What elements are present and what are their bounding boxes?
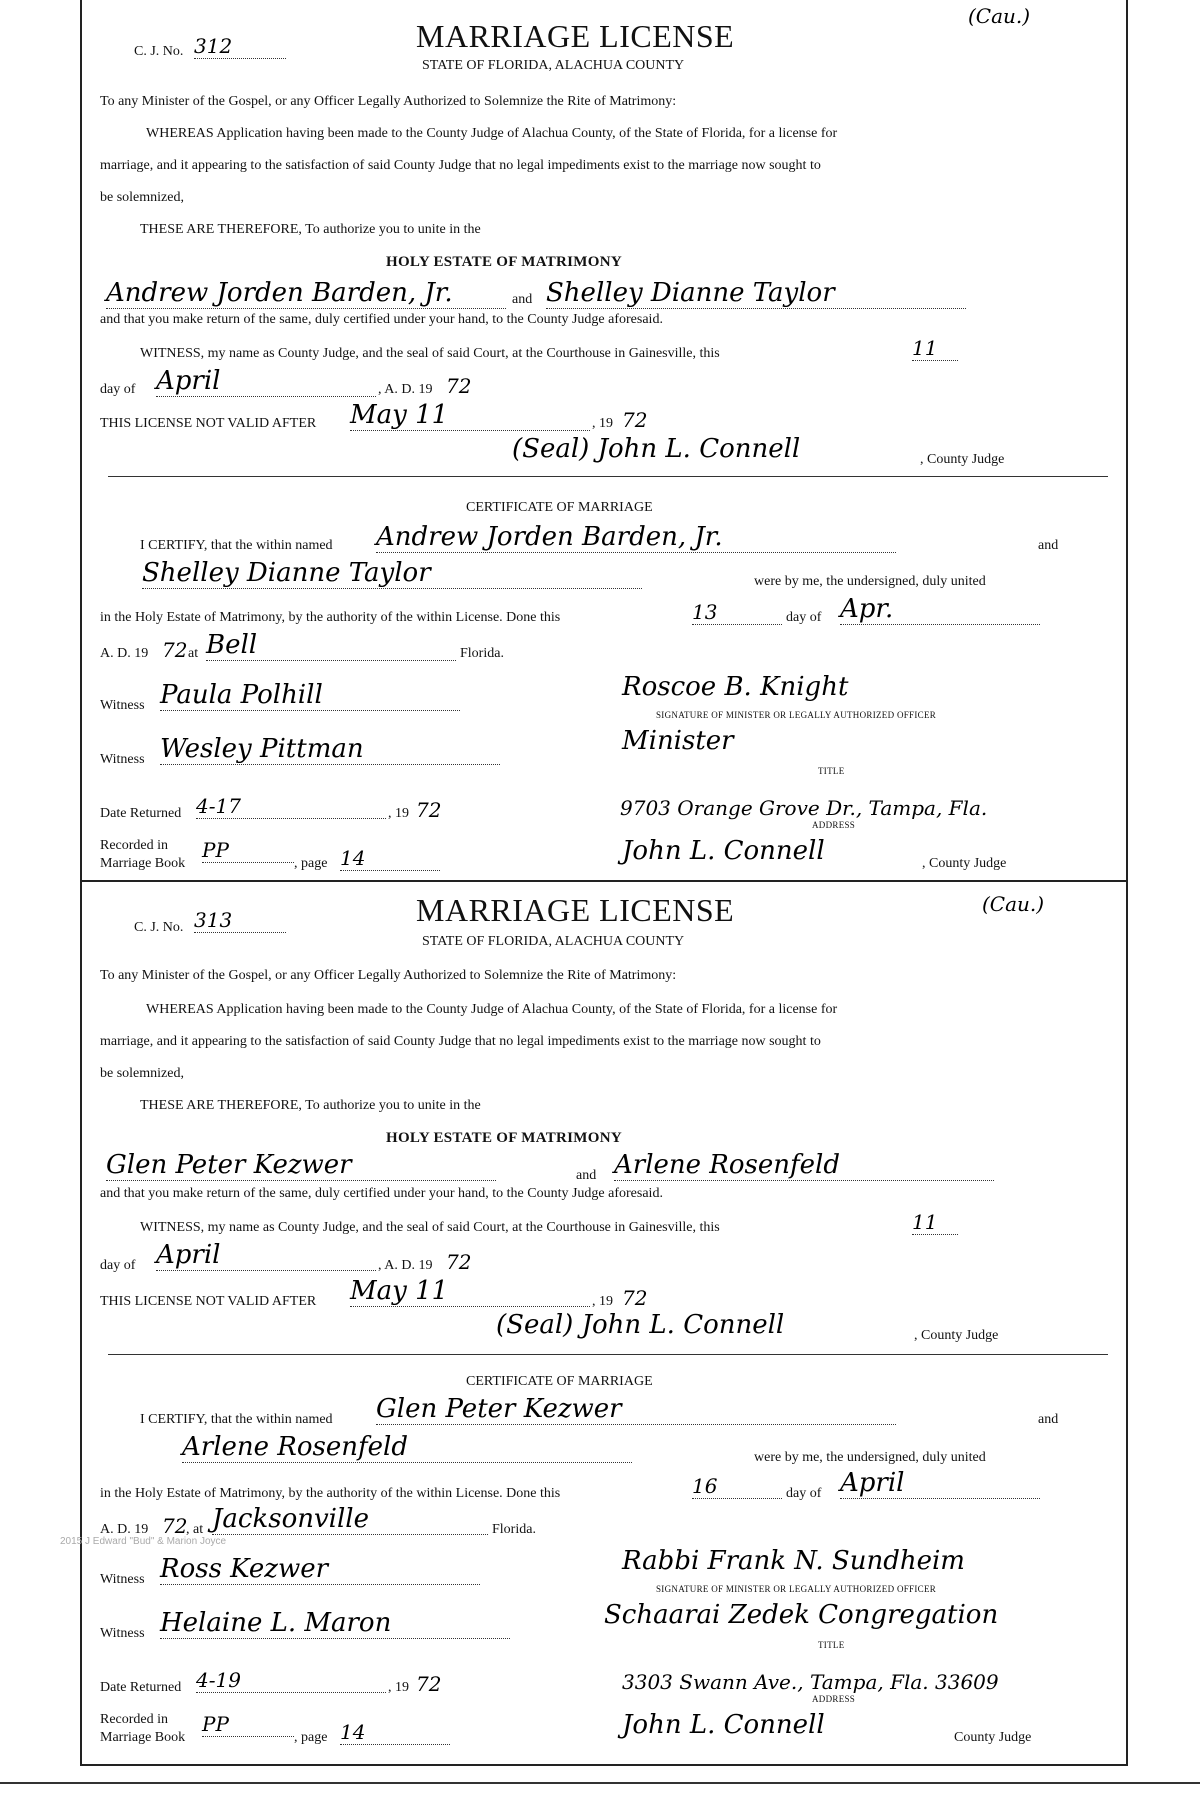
title-caption: TITLE	[818, 1640, 845, 1650]
signature-caption: SIGNATURE OF MINISTER OR LEGALLY AUTHORIZED OFFICER	[656, 1584, 937, 1594]
marriage-place: Jacksonville	[212, 1504, 488, 1535]
returned-year: 72	[416, 1672, 442, 1696]
document-page	[80, 0, 1128, 1766]
judge-signature-2: John L. Connell	[622, 836, 825, 866]
witness-line: WITNESS, my name as County Judge, and the seal of said Court, at the Courthouse in Gainesville, this	[140, 346, 720, 361]
expiry-year: 72	[622, 408, 648, 432]
address-line: To any Minister of the Gospel, or any Officer Legally Authorized to Solemnize the Rite of Matrimony:	[100, 968, 677, 983]
date-returned-label: Date Returned	[100, 1680, 182, 1695]
witness-2-label: Witness	[100, 752, 145, 767]
florida-label: Florida.	[460, 646, 504, 661]
ad-year: 72	[162, 638, 188, 662]
page-value: 14	[340, 846, 440, 871]
and-word: and	[512, 292, 533, 307]
date-returned-value: 4-19	[196, 1668, 386, 1693]
expiry-year-prefix: , 19	[592, 1294, 613, 1309]
expiry-year: 72	[622, 1286, 648, 1310]
ad-at-label: A. D. 19	[100, 646, 149, 661]
witness-line: WITNESS, my name as County Judge, and the seal of said Court, at the Courthouse in Gainesville, this	[140, 1220, 720, 1235]
officer-signature: Roscoe B. Knight	[622, 672, 849, 702]
date-returned-label: Date Returned	[100, 806, 182, 821]
and-word-2: and	[1038, 1412, 1059, 1427]
holy-estate-line: in the Holy Estate of Matrimony, by the authority of the within License. Done this	[100, 1486, 561, 1501]
ad-label: , A. D. 19	[378, 1258, 433, 1273]
groom-name: Andrew Jorden Barden, Jr.	[106, 278, 506, 309]
returned-year: 72	[416, 798, 442, 822]
cert-groom-name: Glen Peter Kezwer	[376, 1394, 896, 1425]
page-label: , page	[294, 1730, 328, 1745]
judge-signature-2: John L. Connell	[622, 1710, 825, 1740]
not-valid-label: THIS LICENSE NOT VALID AFTER	[100, 416, 317, 431]
cj-label: C. J. No.	[134, 920, 184, 935]
title-caption: TITLE	[818, 766, 845, 776]
officer-signature: Rabbi Frank N. Sundheim	[622, 1546, 965, 1576]
done-month: Apr.	[840, 594, 1040, 625]
expiry-date: May 11	[350, 400, 590, 431]
groom-name: Glen Peter Kezwer	[106, 1150, 496, 1181]
not-valid-label: THIS LICENSE NOT VALID AFTER	[100, 1294, 317, 1309]
witness-1-label: Witness	[100, 1572, 145, 1587]
witness-1-name: Ross Kezwer	[160, 1554, 480, 1585]
corner-note: (Cau.)	[968, 4, 1031, 28]
whereas-line-3: be solemnized,	[100, 1066, 184, 1081]
address-caption: ADDRESS	[812, 820, 856, 830]
and-word: and	[576, 1168, 597, 1183]
witness-2-label: Witness	[100, 1626, 145, 1641]
cj-number: 312	[194, 34, 286, 59]
day-of-label-2: day of	[786, 610, 822, 625]
judge-signature: (Seal) John L. Connell	[512, 434, 801, 464]
whereas-line-1: WHEREAS Application having been made to the County Judge of Alachua County, of the State of Florida, for a license for	[146, 1002, 838, 1017]
therefore-line: THESE ARE THEREFORE, To authorize you to unite in the	[140, 222, 481, 237]
ad-year: 72	[162, 1514, 188, 1538]
license-divider	[82, 880, 1126, 882]
were-united-line: were by me, the undersigned, duly united	[754, 574, 986, 589]
bride-name: Arlene Rosenfeld	[614, 1150, 994, 1181]
done-month: April	[840, 1468, 1040, 1499]
signature-caption: SIGNATURE OF MINISTER OR LEGALLY AUTHORIZED OFFICER	[656, 710, 937, 720]
certificate-title: CERTIFICATE OF MARRIAGE	[466, 500, 653, 515]
day-of-label: day of	[100, 1258, 136, 1273]
witness-day: 11	[912, 1210, 958, 1235]
whereas-line-3: be solemnized,	[100, 190, 184, 205]
were-united-line: were by me, the undersigned, duly united	[754, 1450, 986, 1465]
scan-bottom-edge	[0, 1782, 1200, 1784]
county-judge-label: , County Judge	[914, 1328, 999, 1343]
day-of-label-2: day of	[786, 1486, 822, 1501]
done-day: 16	[692, 1474, 782, 1499]
license-title: MARRIAGE LICENSE	[416, 892, 735, 928]
officer-address: 9703 Orange Grove Dr., Tampa, Fla.	[620, 796, 988, 820]
section-divider	[108, 476, 1108, 477]
witness-2-name: Helaine L. Maron	[160, 1608, 510, 1639]
section-divider	[108, 1354, 1108, 1355]
cert-bride-name: Arlene Rosenfeld	[182, 1432, 632, 1463]
whereas-line-2: marriage, and it appearing to the satisfaction of said County Judge that no legal impediments exist to the marriage now sought to	[100, 158, 821, 173]
expiry-year-prefix: , 19	[592, 416, 613, 431]
officer-address: 3303 Swann Ave., Tampa, Fla. 33609	[622, 1670, 999, 1694]
holy-estate-line: in the Holy Estate of Matrimony, by the authority of the within License. Done this	[100, 610, 561, 625]
witness-1-name: Paula Polhill	[160, 680, 460, 711]
recorded-in-label: Recorded in	[100, 838, 169, 853]
license-title: MARRIAGE LICENSE	[416, 18, 735, 54]
marriage-book-label: Marriage Book	[100, 1730, 186, 1745]
therefore-line: THESE ARE THEREFORE, To authorize you to unite in the	[140, 1098, 481, 1113]
witness-day: 11	[912, 336, 958, 361]
returned-year-prefix: , 19	[388, 1680, 409, 1695]
license-subtitle: STATE OF FLORIDA, ALACHUA COUNTY	[422, 934, 685, 949]
and-word-2: and	[1038, 538, 1059, 553]
cert-bride-name: Shelley Dianne Taylor	[142, 558, 642, 589]
corner-note: (Cau.)	[982, 892, 1045, 916]
page-label: , page	[294, 856, 328, 871]
license-month: April	[156, 1240, 376, 1271]
done-day: 13	[692, 600, 782, 625]
cj-label: C. J. No.	[134, 44, 184, 59]
copyright-watermark: 2015 J Edward "Bud" & Marion Joyce	[60, 1536, 227, 1547]
address-caption: ADDRESS	[812, 1694, 856, 1704]
date-returned-value: 4-17	[196, 794, 386, 819]
ad-at-label: A. D. 19	[100, 1522, 149, 1537]
officer-title: Minister	[622, 726, 734, 756]
county-judge-label-2: County Judge	[954, 1730, 1032, 1745]
certify-line: I CERTIFY, that the within named	[140, 1412, 333, 1427]
cj-number: 313	[194, 908, 286, 933]
certify-line: I CERTIFY, that the within named	[140, 538, 333, 553]
witness-1-label: Witness	[100, 698, 145, 713]
returned-year-prefix: , 19	[388, 806, 409, 821]
ad-label: , A. D. 19	[378, 382, 433, 397]
officer-title: Schaarai Zedek Congregation	[604, 1600, 999, 1630]
holy-estate-heading: HOLY ESTATE OF MATRIMONY	[386, 254, 622, 270]
marriage-book-value: PP	[202, 1712, 294, 1737]
witness-2-name: Wesley Pittman	[160, 734, 500, 765]
cert-groom-name: Andrew Jorden Barden, Jr.	[376, 522, 896, 553]
license-year: 72	[446, 374, 472, 398]
county-judge-label: , County Judge	[920, 452, 1005, 467]
judge-signature: (Seal) John L. Connell	[496, 1310, 785, 1340]
bride-name: Shelley Dianne Taylor	[546, 278, 966, 309]
day-of-label: day of	[100, 382, 136, 397]
holy-estate-heading: HOLY ESTATE OF MATRIMONY	[386, 1130, 622, 1146]
license-month: April	[156, 366, 376, 397]
at-word: at	[188, 646, 199, 661]
page-value: 14	[340, 1720, 450, 1745]
marriage-book-value: PP	[202, 838, 294, 863]
at-word: , at	[186, 1522, 204, 1537]
whereas-line-1: WHEREAS Application having been made to the County Judge of Alachua County, of the State of Florida, for a license for	[146, 126, 838, 141]
marriage-book-label: Marriage Book	[100, 856, 186, 871]
florida-label: Florida.	[492, 1522, 536, 1537]
address-line: To any Minister of the Gospel, or any Officer Legally Authorized to Solemnize the Rite of Matrimony:	[100, 94, 677, 109]
return-line: and that you make return of the same, duly certified under your hand, to the County Judge aforesaid.	[100, 1186, 663, 1201]
county-judge-label-2: , County Judge	[922, 856, 1007, 871]
return-line: and that you make return of the same, duly certified under your hand, to the County Judge aforesaid.	[100, 312, 663, 327]
license-year: 72	[446, 1250, 472, 1274]
certificate-title: CERTIFICATE OF MARRIAGE	[466, 1374, 653, 1389]
marriage-place: Bell	[206, 630, 456, 661]
license-subtitle: STATE OF FLORIDA, ALACHUA COUNTY	[422, 58, 685, 73]
expiry-date: May 11	[350, 1276, 590, 1307]
whereas-line-2: marriage, and it appearing to the satisfaction of said County Judge that no legal impediments exist to the marriage now sought to	[100, 1034, 821, 1049]
recorded-in-label: Recorded in	[100, 1712, 169, 1727]
